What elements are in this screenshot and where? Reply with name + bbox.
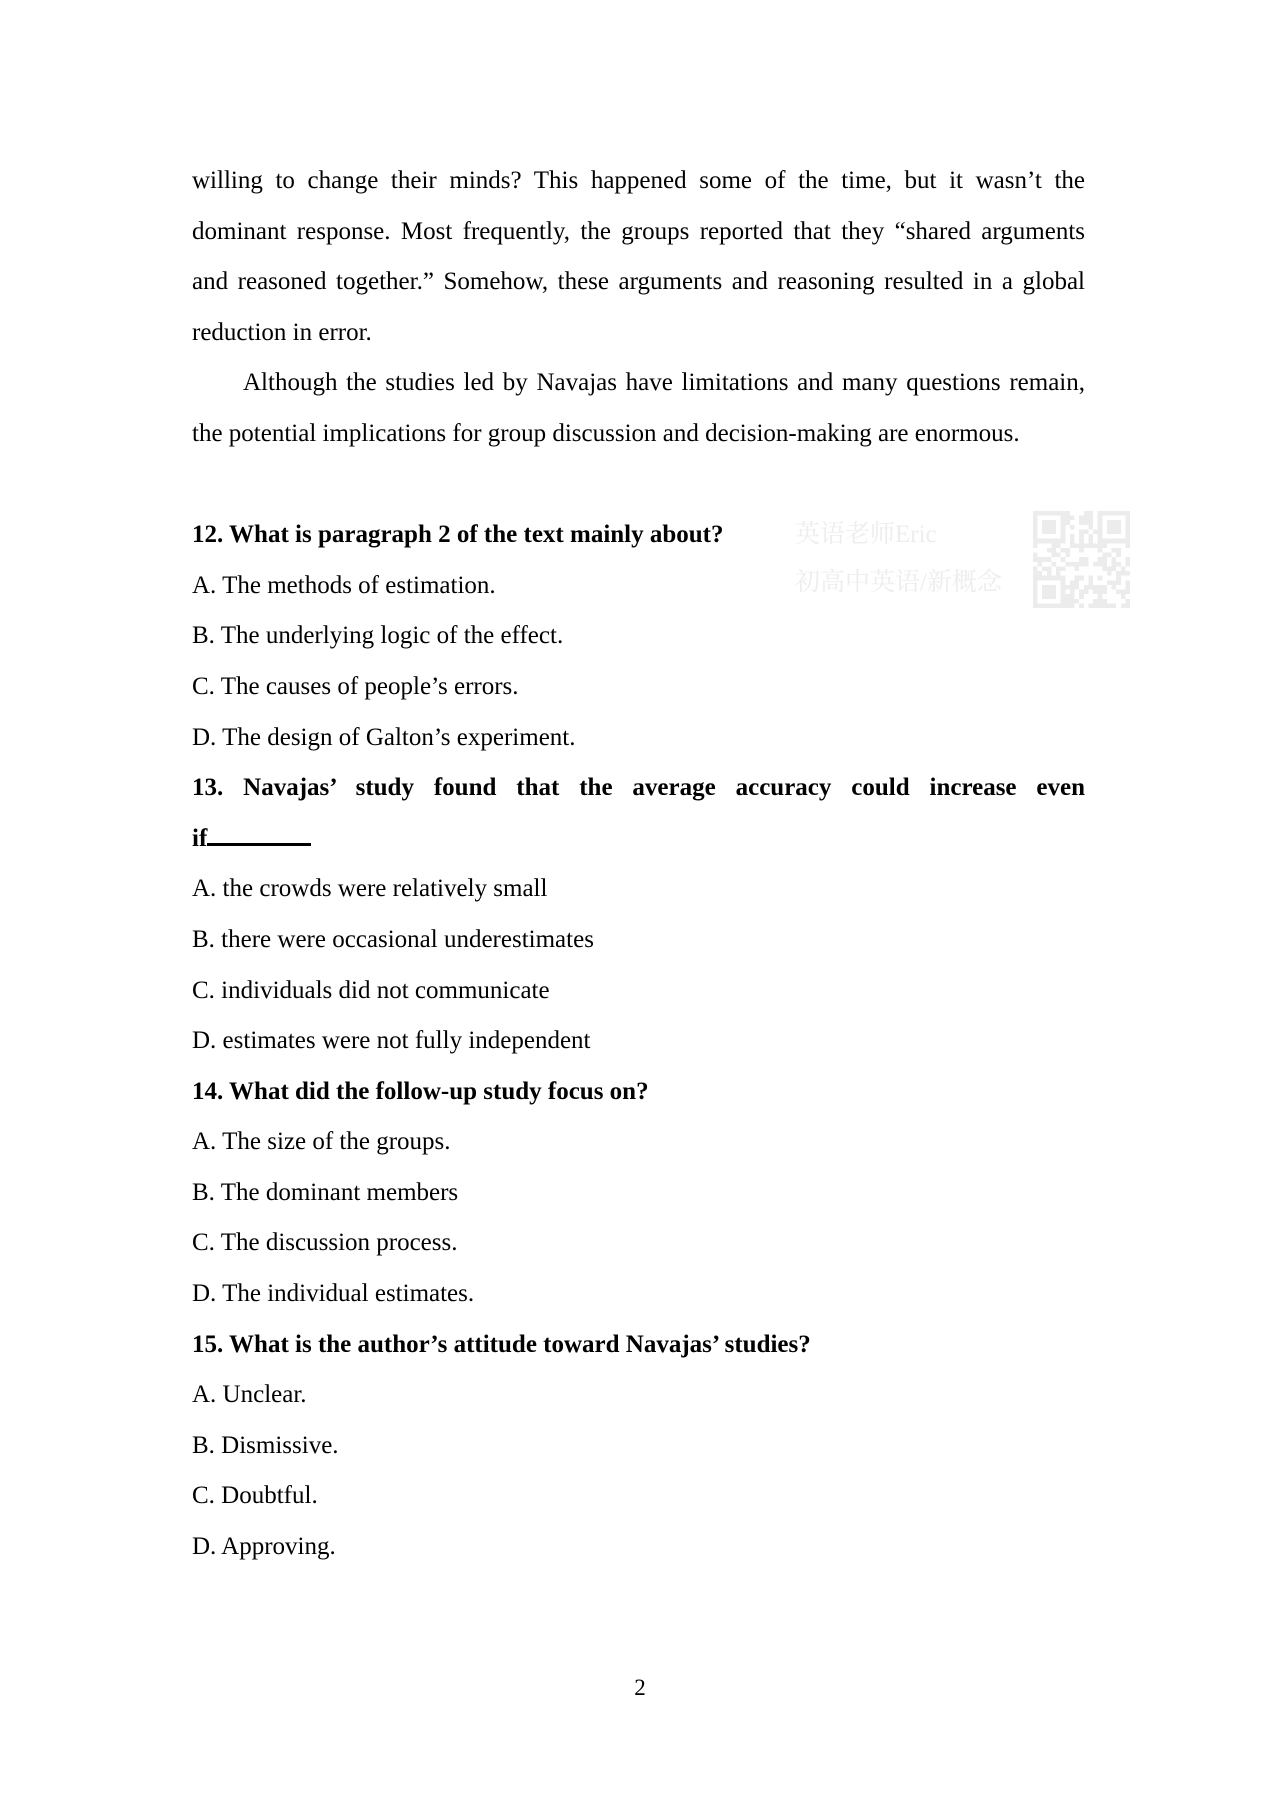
blank-line-spacer [192,460,1085,511]
question-12-option-b: B. The underlying logic of the effect. [192,622,564,650]
question-15 [192,1320,1085,1573]
question-12-option-c: C. The causes of people’s errors. [192,672,519,700]
question-13-option-d: D. estimates were not fully independent [192,1027,591,1055]
question-14-stem: 14. What did the follow-up study focus on? [192,1077,649,1105]
question-15-option-b: B. Dismissive. [192,1431,339,1459]
question-15-option-c: C. Doubtful. [192,1482,318,1510]
question-13-option-c: C. individuals did not communicate [192,976,550,1004]
question-13-option-b: B. there were occasional underestimates [192,925,594,953]
question-12-option-a: A. The methods of estimation. [192,571,496,599]
question-12-option-d: D. The design of Galton’s experiment. [192,723,576,751]
page-number: 2 [634,1675,646,1700]
passage-line: willing to change their minds? This happened some of the time, but it wasn’t the [192,167,1085,194]
text-column [192,156,1085,1573]
question-15-option-d: D. Approving. [192,1533,336,1561]
answer-blank-underline [207,840,311,846]
question-13-stem-line-1: 13. Navajas’ study found that the average accuracy could increase even [192,774,1085,802]
question-14-option-b: B. The dominant members [192,1178,459,1206]
passage-line: Although the studies led by Navajas have limitations and many questions remain, [243,369,1085,397]
passage-paragraph-1 [192,156,1085,358]
question-13-stem-line-2 [192,814,1085,865]
question-12 [192,510,1085,763]
question-15-option-a: A. Unclear. [192,1381,307,1409]
passage-line: dominant response. Most frequently, the groups reported that they “shared arguments [192,217,1085,245]
question-12-stem: 12. What is paragraph 2 of the text mainly about? [192,521,724,549]
question-13 [192,763,1085,1067]
question-13-option-a: A. the crowds were relatively small [192,875,548,903]
question-15-stem: 15. What is the author’s attitude toward Navajas’ studies? [192,1330,811,1358]
question-14-option-d: D. The individual estimates. [192,1280,475,1308]
watermark-text-line-1: 英语老师Eric [795,521,937,548]
question-14-option-c: C. The discussion process. [192,1229,458,1257]
question-14-option-a: A. The size of the groups. [192,1128,451,1156]
passage-line: reduction in error. [192,318,372,346]
watermark-text-line-2: 初高中英语/新概念 [795,569,1002,596]
question-14 [192,1067,1085,1320]
question-13-if-text: if [192,824,208,852]
passage-paragraph-2 [192,358,1085,459]
passage-line: the potential implications for group discussion and decision-making are enormous. [192,419,1020,447]
passage-line: and reasoned together.” Somehow, these arguments and reasoning resulted in a global [192,268,1085,296]
